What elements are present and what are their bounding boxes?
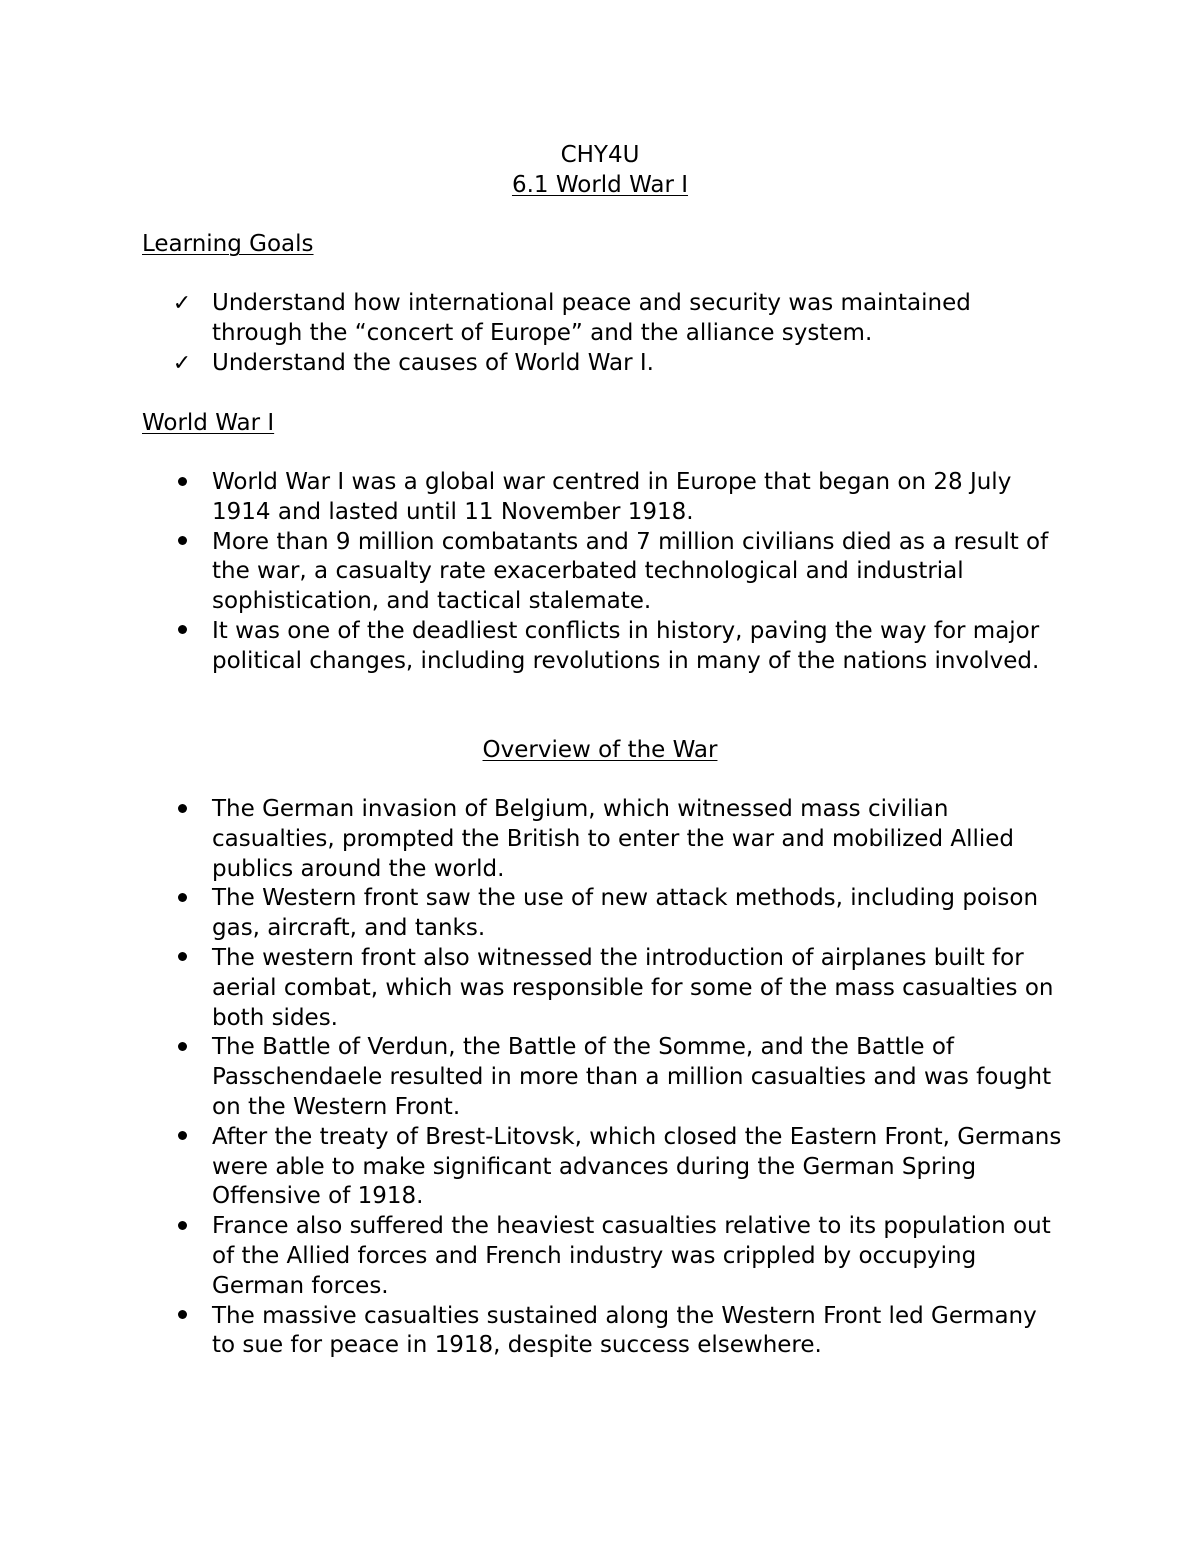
bullet-text: More than 9 million combatants and 7 million civilians died as a result of the war, a casualty rate exacerbated technological and industrial sophistication, and tactical stalemate. [212,528,1049,615]
list-item [0,884,1062,944]
unit-title-text: 6.1 World War I [511,172,689,198]
list-item [0,1302,1062,1362]
check-icon: ✓ [172,350,192,376]
bullet-text: World War I was a global war centred in Europe that began on 28 July 1914 and lasted until 11 November 1918. [212,469,1012,525]
overview-heading [0,736,1200,766]
goal-text: Understand how international peace and security was maintained through the “concert of Europe” and the alliance system. [212,290,971,346]
bullet-icon [172,617,192,647]
overview-heading-text: Overview of the War [482,737,718,763]
bullet-icon [172,468,192,498]
world-war-list [0,468,1200,677]
bullet-text: The Battle of Verdun, the Battle of the Somme, and the Battle of Passchendaele resulted in more than a million casualties and was fought on the Western Front. [212,1034,1052,1120]
list-item [0,795,1062,884]
bullet-icon [172,795,192,825]
list-item [0,349,1062,379]
bullet-icon [172,884,192,914]
bullet-text: The western front also witnessed the introduction of airplanes built for aerial combat, which was responsible for some of the mass casualties on both sides. [212,944,1054,1031]
overview-list [0,795,1200,1361]
list-item [0,528,1062,617]
bullet-icon [172,528,192,558]
bullet-text: France also suffered the heaviest casualties relative to its population out of the Allied forces and French industry was crippled by occupying German forces. [212,1213,1051,1299]
list-item [0,944,1062,1033]
learning-goals-list [0,289,1200,378]
check-icon: ✓ [172,291,192,316]
bullet-text: It was one of the deadliest conflicts in history, paving the way for major political changes, including revolutions in many of the nations involved. [212,617,1040,674]
bullet-icon [172,1212,192,1242]
list-item [0,1033,1062,1122]
bullet-icon [172,1302,192,1332]
list-item [0,468,1062,528]
bullet-icon [172,1033,192,1063]
course-code: CHY4U [560,142,640,168]
bullet-text: After the treaty of Brest-Litovsk, which closed the Eastern Front, Germans were able to make significant advances during the German Spring Offensive of 1918. [212,1123,1062,1210]
goal-text: Understand the causes of World War I. [212,349,654,376]
bullet-text: The Western front saw the use of new attack methods, including poison gas, aircraft, and tanks. [212,885,1039,942]
bullet-text: The German invasion of Belgium, which witnessed mass civilian casualties, prompted the British to enter the war and mobilized Allied publics around the world. [212,796,1015,882]
bullet-text: The massive casualties sustained along the Western Front led Germany to sue for peace in 1918, despite success elsewhere. [212,1302,1037,1359]
list-item [0,1123,1062,1212]
bullet-icon [172,1123,192,1153]
unit-title [0,171,1200,201]
bullet-icon [172,944,192,974]
world-war-heading: World War I [142,410,275,436]
list-item [0,617,1062,677]
list-item [0,289,1062,349]
list-item [0,1212,1062,1301]
learning-goals-heading: Learning Goals [142,231,314,257]
